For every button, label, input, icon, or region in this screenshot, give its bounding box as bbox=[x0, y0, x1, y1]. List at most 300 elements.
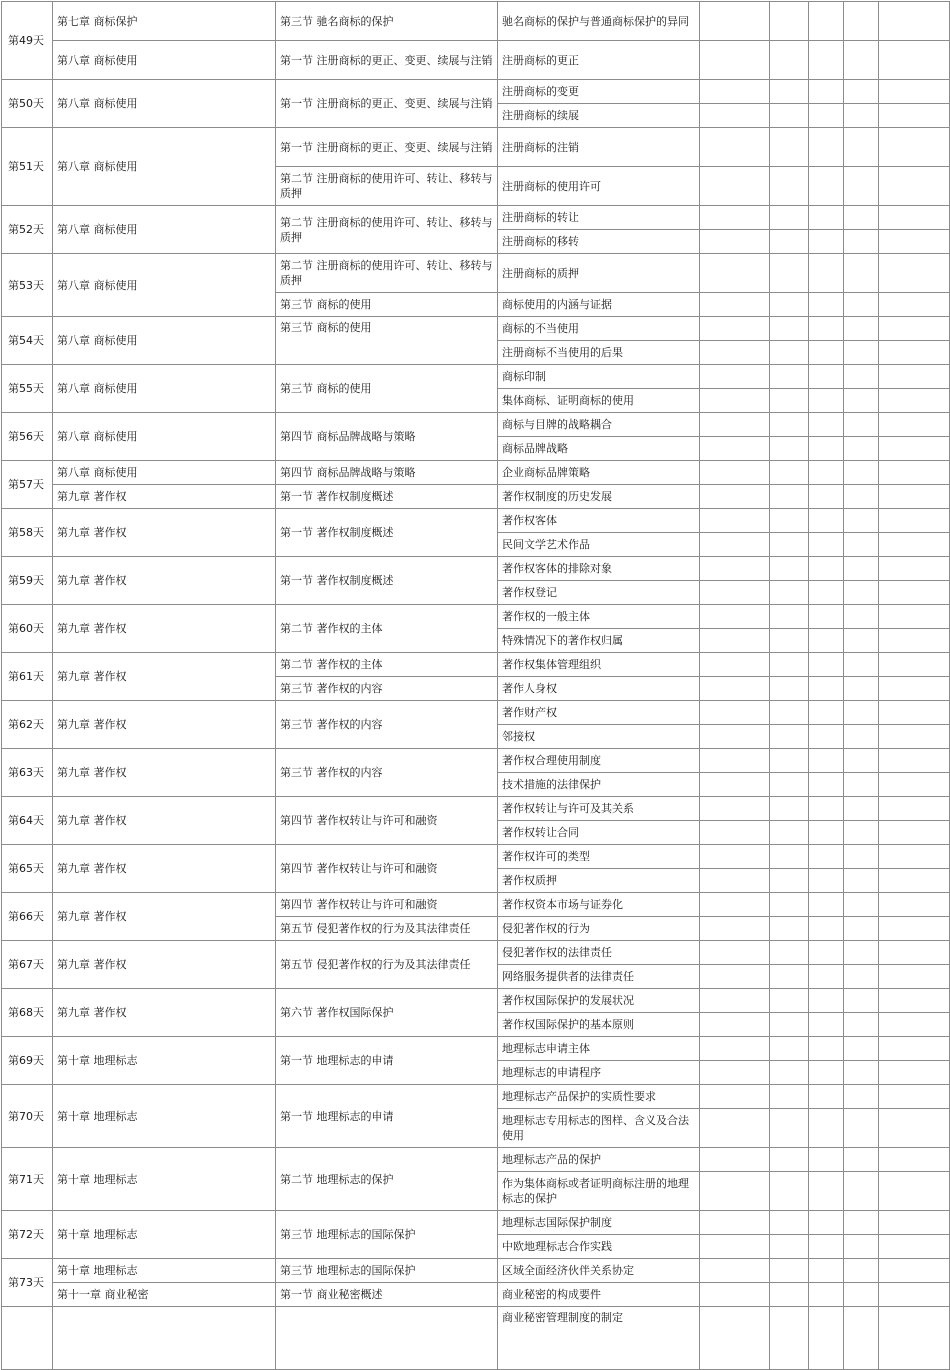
blank-cell bbox=[700, 749, 770, 773]
blank-cell bbox=[844, 749, 879, 773]
topic-cell: 商业秘密管理制度的制定 bbox=[498, 1307, 700, 1370]
table-row bbox=[2, 989, 950, 1013]
blank-cell bbox=[844, 230, 879, 254]
blank-cell bbox=[700, 437, 770, 461]
study-plan-table bbox=[1, 1, 950, 1370]
blank-cell bbox=[879, 413, 950, 437]
blank-cell bbox=[809, 1085, 844, 1109]
blank-cell bbox=[809, 653, 844, 677]
chapter-cell: 第十章 地理标志 bbox=[53, 1148, 276, 1211]
blank-cell bbox=[809, 917, 844, 941]
topic-cell: 注册商标不当使用的后果 bbox=[498, 341, 700, 365]
blank-cell bbox=[879, 869, 950, 893]
blank-cell bbox=[809, 677, 844, 701]
blank-cell bbox=[879, 821, 950, 845]
day-cell: 第62天 bbox=[2, 701, 53, 749]
blank-cell bbox=[770, 2, 809, 41]
blank-cell bbox=[770, 1172, 809, 1211]
day-cell: 第54天 bbox=[2, 317, 53, 365]
blank-cell bbox=[770, 230, 809, 254]
section-cell: 第二节 注册商标的使用许可、转让、移转与质押 bbox=[276, 167, 498, 206]
blank-cell bbox=[770, 773, 809, 797]
blank-cell bbox=[844, 41, 879, 80]
blank-cell bbox=[879, 1172, 950, 1211]
blank-cell bbox=[770, 701, 809, 725]
day-cell: 第65天 bbox=[2, 845, 53, 893]
chapter-cell: 第九章 著作权 bbox=[53, 605, 276, 653]
topic-cell: 企业商标品牌策略 bbox=[498, 461, 700, 485]
blank-cell bbox=[879, 293, 950, 317]
topic-cell: 邻接权 bbox=[498, 725, 700, 749]
blank-cell bbox=[700, 701, 770, 725]
blank-cell bbox=[809, 80, 844, 104]
blank-cell bbox=[809, 941, 844, 965]
table-row bbox=[2, 653, 950, 677]
blank-cell bbox=[700, 509, 770, 533]
chapter-cell: 第八章 商标使用 bbox=[53, 317, 276, 365]
blank-cell bbox=[700, 2, 770, 41]
blank-cell bbox=[844, 1109, 879, 1148]
topic-cell: 注册商标的续展 bbox=[498, 104, 700, 128]
blank-cell bbox=[770, 365, 809, 389]
table-row bbox=[2, 365, 950, 389]
blank-cell bbox=[809, 254, 844, 293]
blank-cell bbox=[844, 389, 879, 413]
blank-cell bbox=[809, 1037, 844, 1061]
topic-cell: 地理标志产品保护的实质性要求 bbox=[498, 1085, 700, 1109]
table-row bbox=[2, 254, 950, 293]
blank-cell bbox=[770, 1061, 809, 1085]
topic-cell: 商标品牌战略 bbox=[498, 437, 700, 461]
blank-cell bbox=[770, 389, 809, 413]
blank-cell bbox=[844, 167, 879, 206]
blank-cell bbox=[844, 206, 879, 230]
blank-cell bbox=[809, 509, 844, 533]
blank-cell bbox=[844, 254, 879, 293]
topic-cell: 著作权许可的类型 bbox=[498, 845, 700, 869]
table-row bbox=[2, 1148, 950, 1172]
blank-cell bbox=[844, 317, 879, 341]
blank-cell bbox=[770, 581, 809, 605]
day-cell: 第68天 bbox=[2, 989, 53, 1037]
section-cell: 第一节 著作权制度概述 bbox=[276, 485, 498, 509]
blank-cell bbox=[879, 989, 950, 1013]
blank-cell bbox=[879, 1148, 950, 1172]
blank-cell bbox=[844, 1307, 879, 1370]
blank-cell bbox=[809, 1013, 844, 1037]
blank-cell bbox=[700, 725, 770, 749]
blank-cell bbox=[809, 1109, 844, 1148]
day-cell: 第70天 bbox=[2, 1085, 53, 1148]
blank-cell bbox=[879, 1283, 950, 1307]
chapter-cell: 第十一章 商业秘密 bbox=[53, 1283, 276, 1307]
blank-cell bbox=[809, 797, 844, 821]
table-row bbox=[2, 461, 950, 485]
table-row bbox=[2, 1085, 950, 1109]
topic-cell: 驰名商标的保护与普通商标保护的异同 bbox=[498, 2, 700, 41]
blank-cell bbox=[879, 797, 950, 821]
day-cell: 第69天 bbox=[2, 1037, 53, 1085]
blank-cell bbox=[700, 41, 770, 80]
topic-cell: 地理标志国际保护制度 bbox=[498, 1211, 700, 1235]
chapter-cell: 第八章 商标使用 bbox=[53, 41, 276, 80]
table-row bbox=[2, 128, 950, 167]
blank-cell bbox=[809, 437, 844, 461]
blank-cell bbox=[879, 389, 950, 413]
blank-cell bbox=[809, 41, 844, 80]
blank-cell bbox=[770, 1283, 809, 1307]
table-row bbox=[2, 605, 950, 629]
blank-cell bbox=[700, 1037, 770, 1061]
blank-cell bbox=[770, 104, 809, 128]
blank-cell bbox=[770, 1037, 809, 1061]
blank-cell bbox=[809, 461, 844, 485]
blank-cell bbox=[809, 2, 844, 41]
day-cell: 第56天 bbox=[2, 413, 53, 461]
topic-cell: 注册商标的质押 bbox=[498, 254, 700, 293]
day-cell: 第66天 bbox=[2, 893, 53, 941]
day-cell bbox=[2, 1307, 53, 1370]
blank-cell bbox=[844, 1061, 879, 1085]
blank-cell bbox=[700, 1259, 770, 1283]
blank-cell bbox=[844, 605, 879, 629]
blank-cell bbox=[700, 533, 770, 557]
section-cell: 第二节 注册商标的使用许可、转让、移转与质押 bbox=[276, 206, 498, 254]
table-row bbox=[2, 797, 950, 821]
blank-cell bbox=[770, 1013, 809, 1037]
blank-cell bbox=[770, 653, 809, 677]
day-cell: 第50天 bbox=[2, 80, 53, 128]
topic-cell: 著作权转让与许可及其关系 bbox=[498, 797, 700, 821]
blank-cell bbox=[879, 461, 950, 485]
blank-cell bbox=[809, 365, 844, 389]
blank-cell bbox=[879, 1211, 950, 1235]
blank-cell bbox=[700, 365, 770, 389]
topic-cell: 中欧地理标志合作实践 bbox=[498, 1235, 700, 1259]
blank-cell bbox=[844, 413, 879, 437]
blank-cell bbox=[700, 1013, 770, 1037]
blank-cell bbox=[879, 749, 950, 773]
section-cell: 第二节 著作权的主体 bbox=[276, 605, 498, 653]
chapter-cell: 第九章 著作权 bbox=[53, 701, 276, 749]
blank-cell bbox=[844, 845, 879, 869]
blank-cell bbox=[770, 1085, 809, 1109]
topic-cell: 特殊情况下的著作权归属 bbox=[498, 629, 700, 653]
blank-cell bbox=[770, 485, 809, 509]
blank-cell bbox=[809, 965, 844, 989]
blank-cell bbox=[879, 2, 950, 41]
topic-cell: 网络服务提供者的法律责任 bbox=[498, 965, 700, 989]
topic-cell: 著作权集体管理组织 bbox=[498, 653, 700, 677]
table-row bbox=[2, 557, 950, 581]
blank-cell bbox=[770, 725, 809, 749]
day-cell: 第60天 bbox=[2, 605, 53, 653]
blank-cell bbox=[809, 206, 844, 230]
blank-cell bbox=[809, 749, 844, 773]
blank-cell bbox=[770, 509, 809, 533]
blank-cell bbox=[700, 413, 770, 437]
blank-cell bbox=[770, 749, 809, 773]
blank-cell bbox=[844, 104, 879, 128]
blank-cell bbox=[844, 1013, 879, 1037]
blank-cell bbox=[700, 845, 770, 869]
blank-cell bbox=[844, 1148, 879, 1172]
blank-cell bbox=[809, 557, 844, 581]
blank-cell bbox=[879, 1109, 950, 1148]
blank-cell bbox=[700, 293, 770, 317]
blank-cell bbox=[770, 869, 809, 893]
blank-cell bbox=[879, 80, 950, 104]
blank-cell bbox=[770, 41, 809, 80]
topic-cell: 注册商标的更正 bbox=[498, 41, 700, 80]
topic-cell: 著作权制度的历史发展 bbox=[498, 485, 700, 509]
chapter-cell: 第九章 著作权 bbox=[53, 893, 276, 941]
blank-cell bbox=[879, 701, 950, 725]
blank-cell bbox=[844, 581, 879, 605]
blank-cell bbox=[809, 413, 844, 437]
blank-cell bbox=[770, 167, 809, 206]
blank-cell bbox=[809, 1283, 844, 1307]
blank-cell bbox=[700, 893, 770, 917]
section-cell: 第三节 地理标志的国际保护 bbox=[276, 1211, 498, 1259]
blank-cell bbox=[809, 1235, 844, 1259]
blank-cell bbox=[700, 1235, 770, 1259]
blank-cell bbox=[879, 581, 950, 605]
blank-cell bbox=[809, 845, 844, 869]
chapter-cell: 第八章 商标使用 bbox=[53, 413, 276, 461]
blank-cell bbox=[770, 941, 809, 965]
blank-cell bbox=[700, 1307, 770, 1370]
blank-cell bbox=[700, 581, 770, 605]
blank-cell bbox=[844, 1085, 879, 1109]
blank-cell bbox=[700, 653, 770, 677]
section-cell: 第一节 注册商标的更正、变更、续展与注销 bbox=[276, 41, 498, 80]
blank-cell bbox=[700, 773, 770, 797]
blank-cell bbox=[700, 230, 770, 254]
table-row bbox=[2, 206, 950, 230]
blank-cell bbox=[770, 605, 809, 629]
topic-cell: 注册商标的变更 bbox=[498, 80, 700, 104]
table-row bbox=[2, 1259, 950, 1283]
blank-cell bbox=[809, 1148, 844, 1172]
blank-cell bbox=[879, 845, 950, 869]
chapter-cell: 第十章 地理标志 bbox=[53, 1259, 276, 1283]
topic-cell: 商业秘密的构成要件 bbox=[498, 1283, 700, 1307]
day-cell: 第71天 bbox=[2, 1148, 53, 1211]
section-cell: 第一节 地理标志的申请 bbox=[276, 1085, 498, 1148]
blank-cell bbox=[700, 629, 770, 653]
section-cell: 第二节 地理标志的保护 bbox=[276, 1148, 498, 1211]
table-row bbox=[2, 509, 950, 533]
chapter-cell: 第八章 商标使用 bbox=[53, 254, 276, 317]
day-cell: 第63天 bbox=[2, 749, 53, 797]
blank-cell bbox=[770, 1148, 809, 1172]
section-cell: 第三节 著作权的内容 bbox=[276, 677, 498, 701]
blank-cell bbox=[879, 1307, 950, 1370]
blank-cell bbox=[700, 341, 770, 365]
section-cell: 第二节 注册商标的使用许可、转让、移转与质押 bbox=[276, 254, 498, 293]
table-row bbox=[2, 1307, 950, 1370]
blank-cell bbox=[844, 629, 879, 653]
table-row bbox=[2, 941, 950, 965]
table-row bbox=[2, 2, 950, 41]
blank-cell bbox=[770, 533, 809, 557]
blank-cell bbox=[809, 581, 844, 605]
topic-cell: 区域全面经济伙伴关系协定 bbox=[498, 1259, 700, 1283]
day-cell: 第55天 bbox=[2, 365, 53, 413]
table-row bbox=[2, 893, 950, 917]
blank-cell bbox=[809, 725, 844, 749]
blank-cell bbox=[844, 941, 879, 965]
blank-cell bbox=[700, 1061, 770, 1085]
blank-cell bbox=[844, 80, 879, 104]
blank-cell bbox=[844, 365, 879, 389]
section-cell: 第四节 著作权转让与许可和融资 bbox=[276, 797, 498, 845]
topic-cell: 著作权转让合同 bbox=[498, 821, 700, 845]
blank-cell bbox=[879, 917, 950, 941]
blank-cell bbox=[809, 128, 844, 167]
blank-cell bbox=[700, 1148, 770, 1172]
topic-cell: 注册商标的移转 bbox=[498, 230, 700, 254]
blank-cell bbox=[879, 104, 950, 128]
blank-cell bbox=[770, 80, 809, 104]
blank-cell bbox=[700, 557, 770, 581]
blank-cell bbox=[770, 1109, 809, 1148]
chapter-cell: 第八章 商标使用 bbox=[53, 365, 276, 413]
blank-cell bbox=[770, 254, 809, 293]
blank-cell bbox=[879, 557, 950, 581]
blank-cell bbox=[844, 869, 879, 893]
blank-cell bbox=[770, 206, 809, 230]
blank-cell bbox=[844, 293, 879, 317]
section-cell: 第一节 著作权制度概述 bbox=[276, 557, 498, 605]
blank-cell bbox=[700, 254, 770, 293]
blank-cell bbox=[770, 557, 809, 581]
topic-cell: 著作权客体 bbox=[498, 509, 700, 533]
blank-cell bbox=[879, 341, 950, 365]
topic-cell: 侵犯著作权的法律责任 bbox=[498, 941, 700, 965]
topic-cell: 著作财产权 bbox=[498, 701, 700, 725]
blank-cell bbox=[809, 485, 844, 509]
blank-cell bbox=[844, 128, 879, 167]
blank-cell bbox=[844, 701, 879, 725]
topic-cell: 著作权资本市场与证券化 bbox=[498, 893, 700, 917]
blank-cell bbox=[700, 128, 770, 167]
topic-cell: 商标使用的内涵与证据 bbox=[498, 293, 700, 317]
day-cell: 第67天 bbox=[2, 941, 53, 989]
blank-cell bbox=[700, 605, 770, 629]
blank-cell bbox=[879, 485, 950, 509]
blank-cell bbox=[770, 845, 809, 869]
blank-cell bbox=[809, 293, 844, 317]
blank-cell bbox=[879, 128, 950, 167]
blank-cell bbox=[700, 1283, 770, 1307]
chapter-cell: 第八章 商标使用 bbox=[53, 80, 276, 128]
blank-cell bbox=[844, 893, 879, 917]
table-row bbox=[2, 41, 950, 80]
chapter-cell: 第十章 地理标志 bbox=[53, 1037, 276, 1085]
table-row bbox=[2, 1211, 950, 1235]
chapter-cell: 第九章 著作权 bbox=[53, 509, 276, 557]
day-cell: 第58天 bbox=[2, 509, 53, 557]
table-row bbox=[2, 80, 950, 104]
blank-cell bbox=[844, 1037, 879, 1061]
blank-cell bbox=[844, 725, 879, 749]
blank-cell bbox=[844, 773, 879, 797]
blank-cell bbox=[770, 821, 809, 845]
blank-cell bbox=[770, 629, 809, 653]
blank-cell bbox=[879, 605, 950, 629]
topic-cell: 地理标志的申请程序 bbox=[498, 1061, 700, 1085]
blank-cell bbox=[809, 629, 844, 653]
blank-cell bbox=[879, 365, 950, 389]
day-cell: 第51天 bbox=[2, 128, 53, 206]
blank-cell bbox=[700, 869, 770, 893]
blank-cell bbox=[879, 1061, 950, 1085]
blank-cell bbox=[879, 41, 950, 80]
table-row bbox=[2, 845, 950, 869]
day-cell: 第61天 bbox=[2, 653, 53, 701]
blank-cell bbox=[844, 1235, 879, 1259]
topic-cell: 民间文学艺术作品 bbox=[498, 533, 700, 557]
blank-cell bbox=[809, 821, 844, 845]
blank-cell bbox=[879, 941, 950, 965]
table-row bbox=[2, 485, 950, 509]
day-cell: 第49天 bbox=[2, 2, 53, 80]
topic-cell: 著作权客体的排除对象 bbox=[498, 557, 700, 581]
blank-cell bbox=[844, 2, 879, 41]
blank-cell bbox=[879, 965, 950, 989]
blank-cell bbox=[879, 254, 950, 293]
blank-cell bbox=[844, 1259, 879, 1283]
blank-cell bbox=[700, 317, 770, 341]
blank-cell bbox=[770, 1235, 809, 1259]
blank-cell bbox=[809, 533, 844, 557]
blank-cell bbox=[700, 1172, 770, 1211]
table-row bbox=[2, 1037, 950, 1061]
section-cell: 第三节 著作权的内容 bbox=[276, 749, 498, 797]
blank-cell bbox=[809, 104, 844, 128]
blank-cell bbox=[809, 773, 844, 797]
blank-cell bbox=[844, 677, 879, 701]
chapter-cell: 第九章 著作权 bbox=[53, 989, 276, 1037]
section-cell: 第五节 侵犯著作权的行为及其法律责任 bbox=[276, 917, 498, 941]
topic-cell: 注册商标的注销 bbox=[498, 128, 700, 167]
blank-cell bbox=[844, 533, 879, 557]
chapter-cell: 第十章 地理标志 bbox=[53, 1211, 276, 1259]
day-cell: 第72天 bbox=[2, 1211, 53, 1259]
blank-cell bbox=[770, 965, 809, 989]
blank-cell bbox=[879, 1037, 950, 1061]
blank-cell bbox=[770, 317, 809, 341]
blank-cell bbox=[770, 341, 809, 365]
blank-cell bbox=[879, 677, 950, 701]
blank-cell bbox=[770, 128, 809, 167]
section-cell: 第一节 地理标志的申请 bbox=[276, 1037, 498, 1085]
blank-cell bbox=[770, 461, 809, 485]
blank-cell bbox=[700, 389, 770, 413]
blank-cell bbox=[809, 1211, 844, 1235]
chapter-cell: 第十章 地理标志 bbox=[53, 1085, 276, 1148]
section-cell: 第四节 商标品牌战略与策略 bbox=[276, 461, 498, 485]
blank-cell bbox=[879, 1085, 950, 1109]
table-row bbox=[2, 413, 950, 437]
section-cell bbox=[276, 1307, 498, 1370]
blank-cell bbox=[879, 230, 950, 254]
section-cell: 第四节 商标品牌战略与策略 bbox=[276, 413, 498, 461]
blank-cell bbox=[809, 389, 844, 413]
blank-cell bbox=[770, 989, 809, 1013]
